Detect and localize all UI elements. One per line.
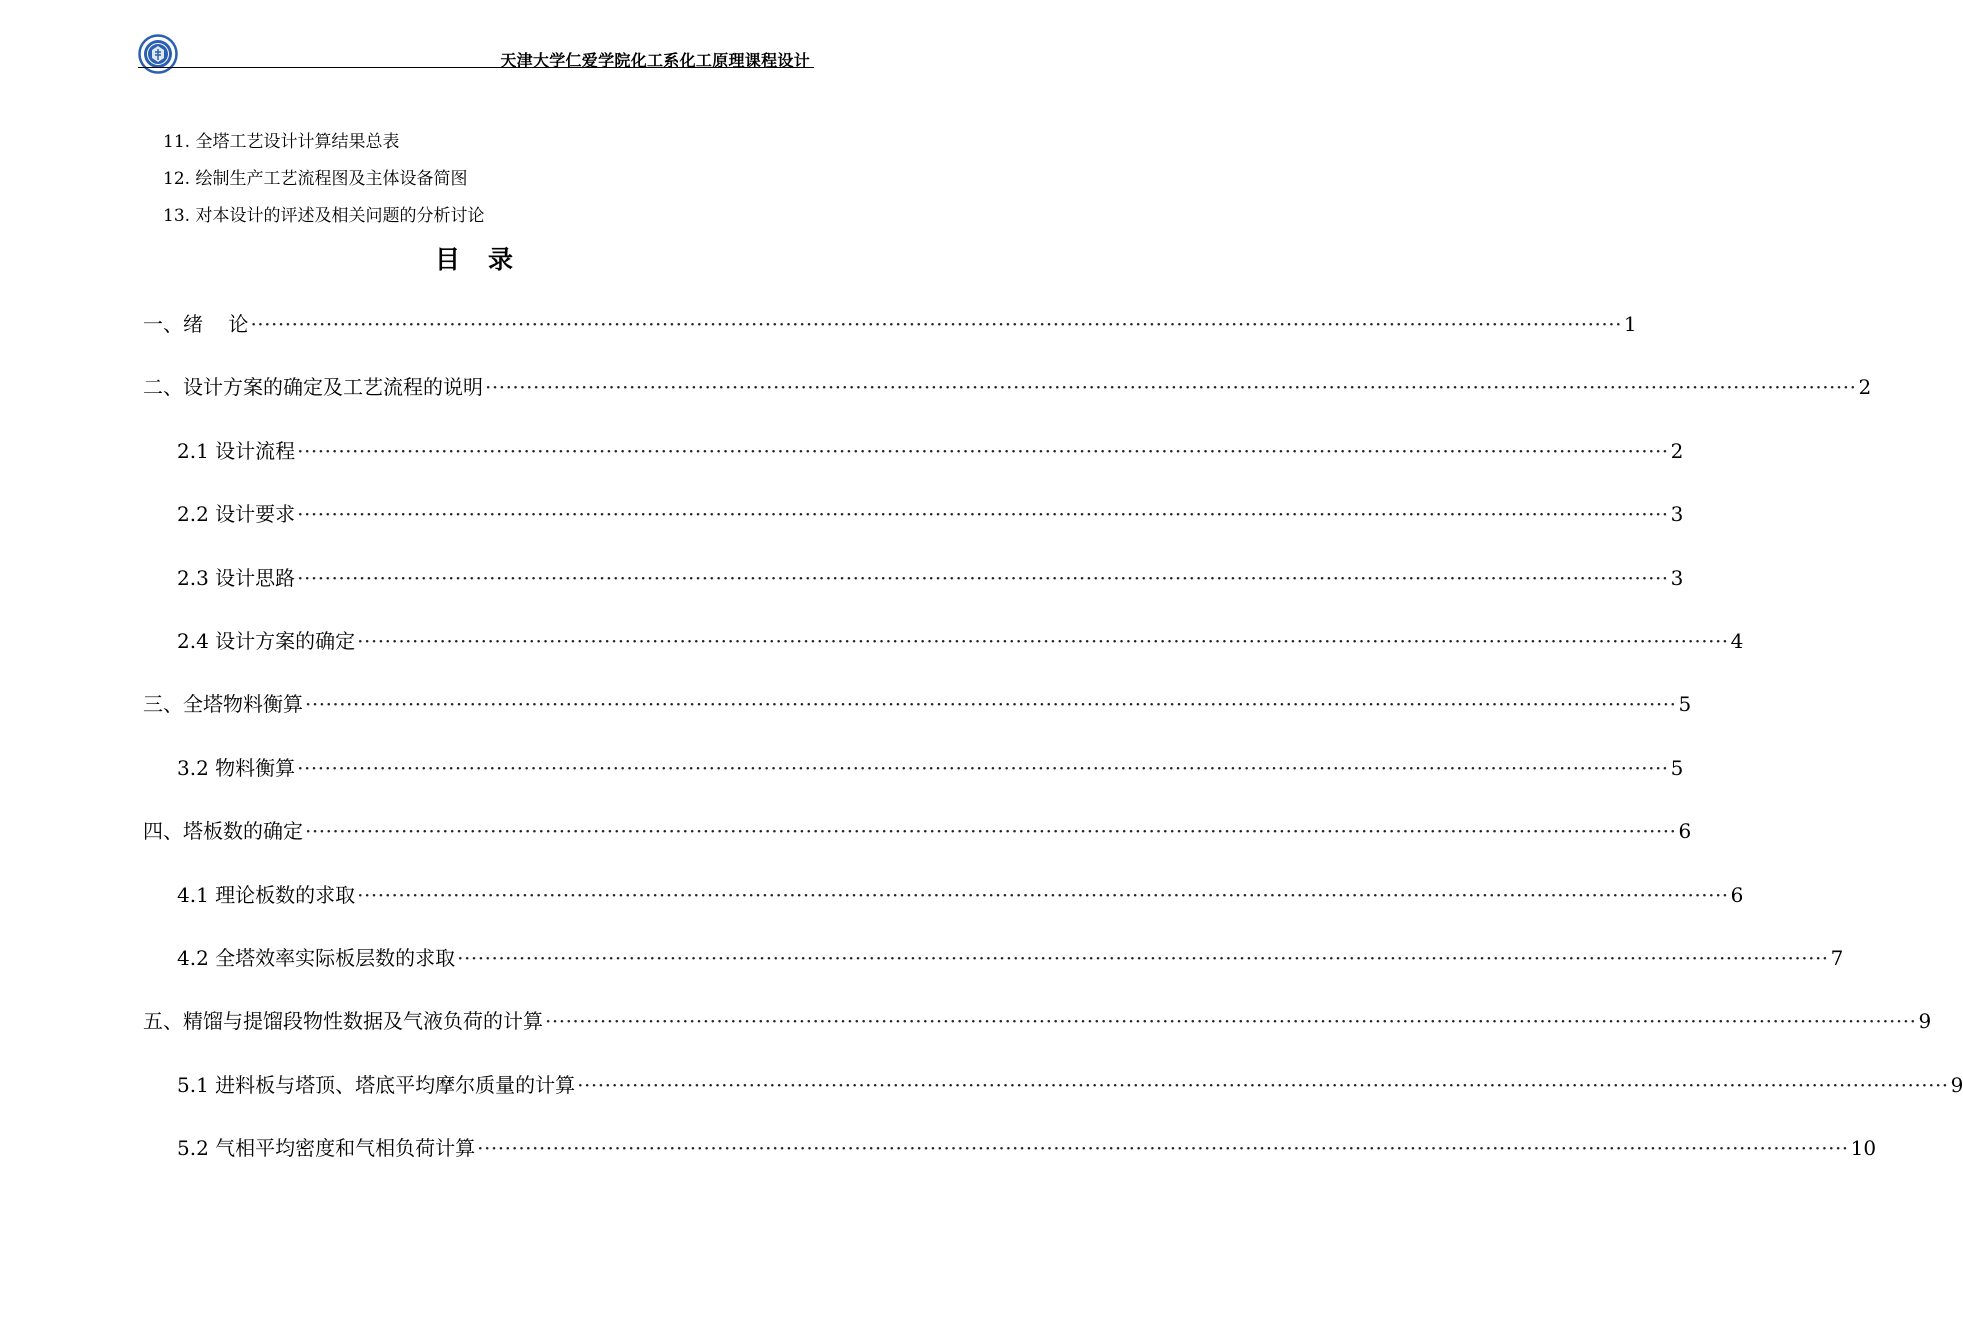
toc-entry[interactable]	[143, 623, 1744, 686]
toc-page-number: 1	[1623, 312, 1637, 336]
page-header	[138, 30, 814, 70]
item-list	[163, 124, 484, 235]
list-item: 12. 绘制生产工艺流程图及主体设备简图	[163, 169, 468, 189]
toc-entry[interactable]	[143, 1003, 1932, 1066]
toc-page-number: 3	[1670, 565, 1684, 590]
toc-entry[interactable]	[143, 750, 1684, 813]
toc-page-number: 2	[1670, 438, 1684, 463]
toc-page-number: 4	[1730, 628, 1744, 653]
toc-page-number: 5	[1678, 692, 1692, 717]
toc-entry[interactable]	[143, 813, 1692, 876]
header-title: 天津大学仁爱学院化工系化工原理课程设计	[500, 51, 810, 70]
toc-page-number: 9	[1950, 1072, 1963, 1097]
toc-entry[interactable]	[143, 877, 1744, 940]
toc-entry-title: 五、精馏与提馏段物性数据及气液负荷的计算	[143, 1009, 543, 1034]
toc-entry[interactable]	[143, 369, 1872, 432]
toc-entry[interactable]	[143, 686, 1692, 749]
toc-entry[interactable]	[143, 1130, 1877, 1193]
toc-entry[interactable]	[143, 496, 1684, 559]
toc-page-number: 9	[1918, 1009, 1932, 1034]
toc-entry[interactable]	[143, 1067, 1963, 1130]
toc-entry[interactable]	[143, 433, 1684, 496]
toc-entry-title: 二、设计方案的确定及工艺流程的说明	[143, 375, 483, 400]
toc-leader-dots: ········································································································································································································	[250, 312, 1622, 336]
toc-page-number: 7	[1830, 945, 1844, 970]
toc-page-number: 3	[1670, 502, 1684, 527]
toc-entry-title: 一、绪 论	[143, 312, 249, 336]
toc-page-number: 6	[1678, 819, 1692, 844]
toc-leader-dots: ········································································································································································································	[485, 375, 1857, 400]
header-rule	[138, 67, 814, 68]
toc-leader-dots: ········································································································································································································	[305, 692, 1677, 717]
toc-page-number: 5	[1670, 755, 1684, 780]
toc-leader-dots: ········································································································································································································	[297, 502, 1669, 527]
table-of-contents	[143, 306, 1963, 1193]
toc-page-number: 10	[1850, 1136, 1877, 1161]
toc-entry-title: 2.1 设计流程	[177, 438, 296, 463]
toc-leader-dots: ········································································································································································································	[297, 755, 1669, 780]
toc-title	[0, 240, 950, 276]
toc-entry[interactable]	[143, 560, 1684, 623]
toc-leader-dots: ········································································································································································································	[457, 945, 1829, 970]
university-seal-logo	[138, 34, 178, 74]
toc-page-number: 6	[1730, 882, 1744, 907]
toc-entry-title: 三、全塔物料衡算	[143, 692, 303, 717]
toc-leader-dots: ········································································································································································································	[477, 1136, 1849, 1161]
list-item: 11. 全塔工艺设计计算结果总表	[163, 132, 400, 152]
toc-page-number: 2	[1858, 375, 1872, 400]
toc-leader-dots: ········································································································································································································	[545, 1009, 1917, 1034]
toc-entry-title: 2.2 设计要求	[177, 502, 296, 527]
toc-entry-title: 四、塔板数的确定	[143, 819, 303, 844]
toc-entry-title: 2.4 设计方案的确定	[177, 628, 356, 653]
toc-leader-dots: ········································································································································································································	[357, 628, 1729, 653]
toc-entry-title: 5.1 进料板与塔顶、塔底平均摩尔质量的计算	[177, 1072, 576, 1097]
toc-leader-dots: ········································································································································································································	[577, 1072, 1949, 1097]
toc-entry-title: 2.3 设计思路	[177, 565, 296, 590]
toc-leader-dots: ········································································································································································································	[297, 565, 1669, 590]
toc-entry-title: 5.2 气相平均密度和气相负荷计算	[177, 1136, 476, 1161]
toc-leader-dots: ········································································································································································································	[357, 882, 1729, 907]
toc-title-char: 目	[434, 245, 462, 274]
toc-leader-dots: ········································································································································································································	[297, 438, 1669, 463]
toc-entry-title: 4.1 理论板数的求取	[177, 882, 356, 907]
list-item: 13. 对本设计的评述及相关问题的分析讨论	[163, 206, 485, 226]
toc-entry[interactable]	[143, 306, 1637, 369]
toc-title-char: 录	[488, 245, 516, 274]
toc-entry[interactable]	[143, 940, 1844, 1003]
toc-leader-dots: ········································································································································································································	[305, 819, 1677, 844]
toc-entry-title: 3.2 物料衡算	[177, 755, 296, 780]
toc-entry-title: 4.2 全塔效率实际板层数的求取	[177, 945, 456, 970]
